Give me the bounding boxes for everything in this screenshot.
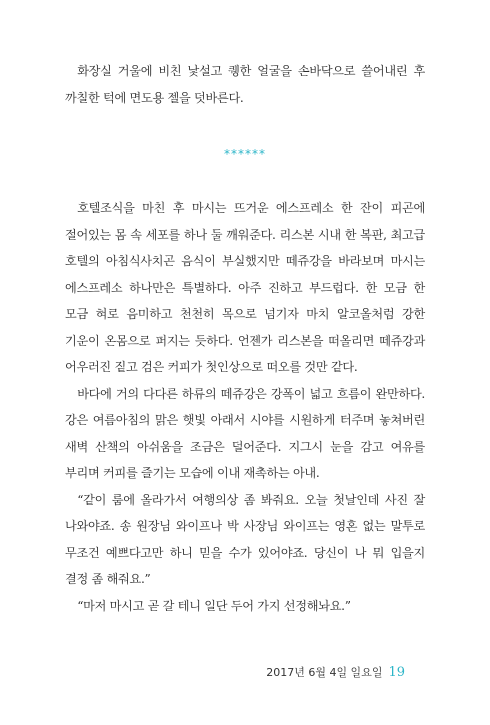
footer-date: 2017년 6월 4일 일요일	[266, 666, 383, 679]
paragraph-1: 화장실 거울에 비친 낯설고 퀭한 얼굴을 손바닥으로 쓸어내린 후 까칠한 턱에 면도용 젤을 덧바른다.	[65, 64, 425, 105]
paragraph-3: 바다에 거의 다다른 하류의 떼쥬강은 강폭이 넓고 흐름이 완만하다. 강은 여름아침의 맑은 햇빛 아래서 시야를 시원하게 터주며 놓쳐버린 새벽 산책의 아쉬움을 조금은 덜어준다. 지그시 눈을 감고 여유를 부리며 커피를 즐기는 모습에 이내 재촉하는 아내.	[65, 386, 425, 480]
paragraph-2: 호텔조식을 마친 후 마시는 뜨거운 에스프레소 한 잔이 피곤에 절어있는 몸 속 세포를 하나 둘 깨워준다. 리스본 시내 한 복판, 최고급 호텔의 아침식사치곤 음식이 부실했지만 떼쥬강을 바라보며 마시는 에스프레소 하나만은 특별하다. 아주 진하고 부드럽다. 한 모금 한 모금 혀로 음미하고 천천히 목으로 넘기자 마치 알코올처럼 강한 기운이 온몸으로 퍼지는 듯하다. 언젠가 리스본을 떠올리면 떼쥬강과 어우러진 짙고 검은 커피가 첫인상으로 떠오를 것만 같다.	[65, 201, 425, 374]
page-number: 19	[388, 665, 405, 680]
dialogue-1: “같이 룸에 올라가서 여행의상 좀 봐줘요. 오늘 첫날인데 사진 잘 나와야죠. 송 원장님 와이프나 박 사장님 와이프는 영혼 없는 말투로 무조건 예쁘다고만 하니 믿을 수가 있어야죠. 당신이 나 뭐 입을지 결정 좀 해줘요.”	[65, 492, 425, 586]
page-footer	[266, 664, 405, 684]
section-separator: ******	[224, 147, 266, 161]
page-body	[65, 58, 425, 619]
dialogue-2: “마저 마시고 곧 갈 테니 일단 두어 가지 선정해놔요.”	[77, 598, 351, 613]
